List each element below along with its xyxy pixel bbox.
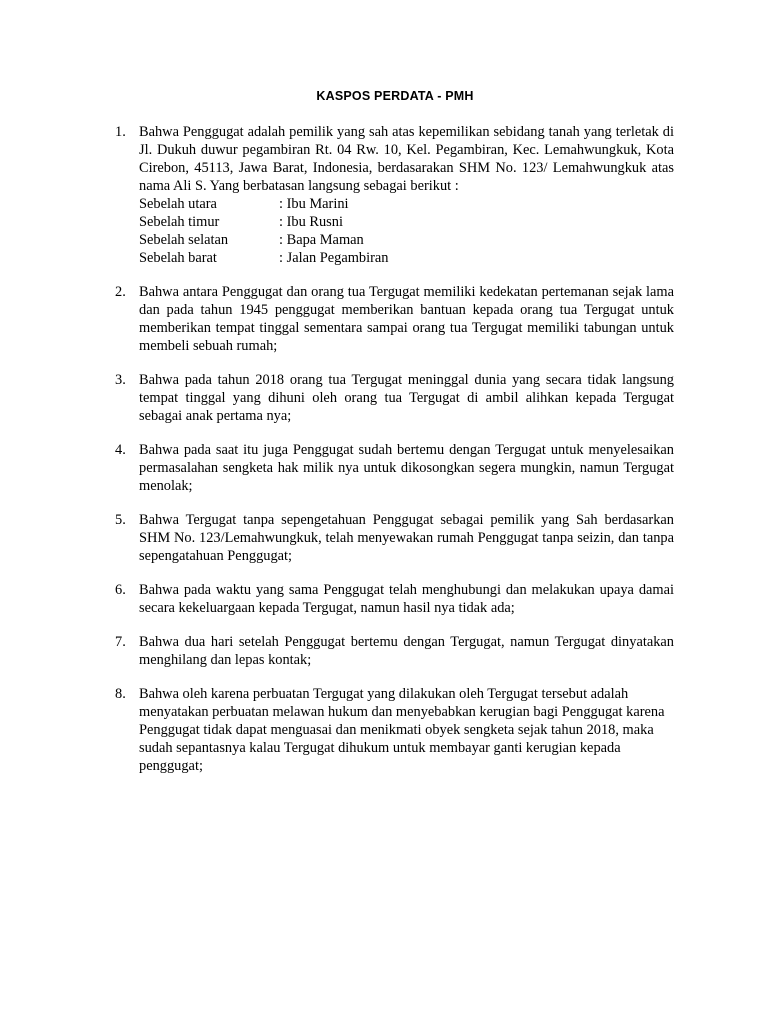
item-text: Bahwa oleh karena perbuatan Tergugat yang dilakukan oleh Tergugat tersebut adalah menyatakan perbuatan melawan hukum dan menyebabkan kerugian bagi Penggugat karena Penggugat tidak dapat menguasai dan menikmati obyek sengketa sejak tahun 2018, maka sudah sepantasnya kalau Tergugat dihukum untuk membayar ganti kerugian kepada penggugat; (139, 686, 665, 774)
item-text: Bahwa Tergugat tanpa sepengetahuan Penggugat sebagai pemilik yang Sah berdasarkan SHM No. 123/Lemahwungkuk, telah menyewakan rumah Penggugat tanpa seizin, dan tanpa sepengatahuan Penggugat; (139, 512, 674, 564)
boundary-value: : Ibu Marini (279, 196, 349, 212)
item-number: 7. (115, 634, 126, 650)
boundary-value: : Ibu Rusni (279, 214, 343, 230)
item-number: 1. (115, 124, 126, 140)
item-number: 4. (115, 442, 126, 458)
document-title: KASPOS PERDATA - PMH (316, 89, 474, 103)
boundary-list (139, 195, 674, 267)
list-item-8 (112, 685, 674, 775)
list-item-1 (112, 123, 674, 267)
list-item-4 (112, 441, 674, 495)
boundary-row-west (139, 249, 674, 267)
item-number: 3. (115, 372, 126, 388)
list-item-7 (112, 633, 674, 669)
boundary-value: : Bapa Maman (279, 232, 364, 248)
item-text: Bahwa Penggugat adalah pemilik yang sah atas kepemilikan sebidang tanah yang terletak di Jl. Dukuh duwur pegambiran Rt. 04 Rw. 10, Kel. Pegambiran, Kec. Lemahwungkuk, Kota Cirebon, 45113, Jawa Barat, Indonesia, berdasarakan SHM No. 123/ Lemahwungkuk atas nama Ali S. Yang berbatasan langsung sebagai berikut : (139, 124, 674, 194)
boundary-label: Sebelah barat (139, 250, 217, 266)
boundary-label: Sebelah utara (139, 196, 217, 212)
boundary-label: Sebelah selatan (139, 232, 229, 248)
item-text: Bahwa pada tahun 2018 orang tua Tergugat meninggal dunia yang secara tidak langsung tempat tinggal yang dihuni oleh orang tua Tergugat di ambil alihkan kepada Tergugat sebagai anak pertama nya; (139, 372, 674, 424)
boundary-row-south (139, 231, 674, 249)
item-text: Bahwa antara Penggugat dan orang tua Tergugat memiliki kedekatan pertemanan sejak lama dan pada tahun 1945 penggugat memberikan bantuan kepada orang tua Tergugat untuk memberikan tempat tinggal sementara sampai orang tua Tergugat memiliki tabungan untuk membeli sebuah rumah; (139, 284, 674, 354)
item-text: Bahwa dua hari setelah Penggugat bertemu dengan Tergugat, namun Tergugat dinyatakan menghilang dan lepas kontak; (139, 634, 674, 668)
boundary-value: : Jalan Pegambiran (279, 250, 389, 266)
boundary-row-east (139, 213, 674, 231)
list-item-3 (112, 371, 674, 425)
list-item-5 (112, 511, 674, 565)
list-item-6 (112, 581, 674, 617)
list-item-2 (112, 283, 674, 355)
item-number: 2. (115, 284, 126, 300)
item-number: 8. (115, 686, 126, 702)
item-text: Bahwa pada waktu yang sama Penggugat telah menghubungi dan melakukan upaya damai secara kekeluargaan kepada Tergugat, namun hasil nya tidak ada; (139, 582, 674, 616)
boundary-row-north (139, 195, 674, 213)
boundary-label: Sebelah timur (139, 214, 220, 230)
item-number: 6. (115, 582, 126, 598)
claim-list (112, 123, 674, 791)
item-text: Bahwa pada saat itu juga Penggugat sudah bertemu dengan Tergugat untuk menyelesaikan permasalahan sengketa hak milik nya untuk dikosongkan segera mungkin, namun Tergugat menolak; (139, 442, 674, 494)
item-number: 5. (115, 512, 126, 528)
